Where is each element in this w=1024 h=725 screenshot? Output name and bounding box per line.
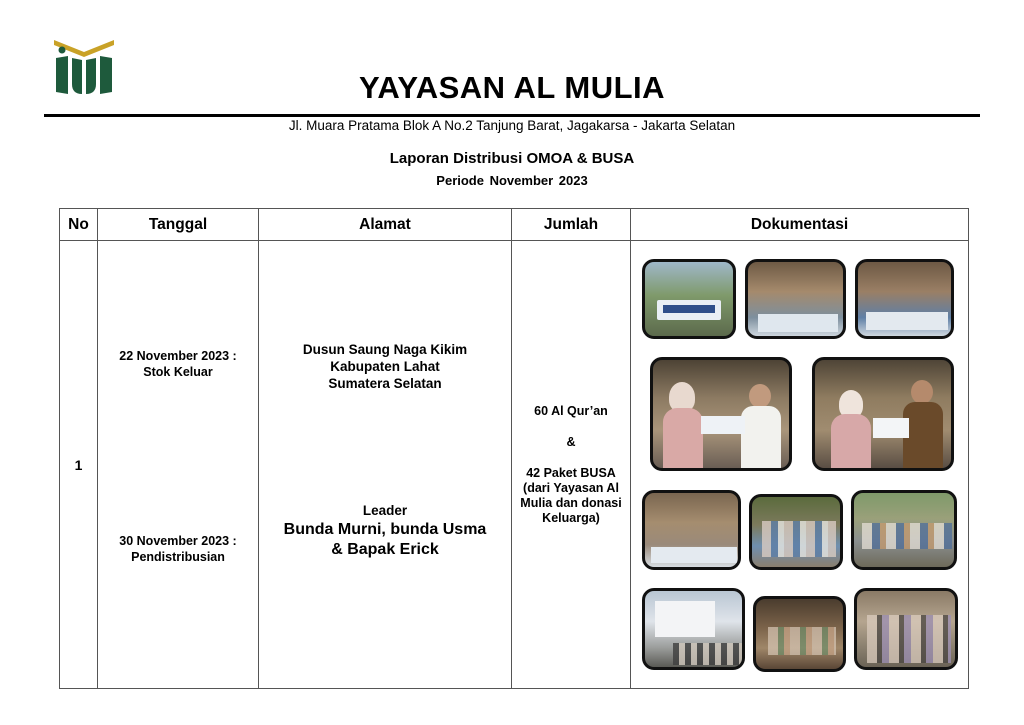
documentation-photo [812, 357, 954, 471]
leader-label: Leader [362, 503, 408, 518]
jumlah-note-3: Keluarga) [542, 511, 600, 525]
jumlah-ampersand: & [566, 435, 576, 449]
tanggal-status-1: Stok Keluar [143, 365, 213, 379]
tanggal-cell [98, 241, 259, 689]
jumlah-note-2: Mulia dan donasi [520, 496, 622, 510]
column-header-no: No [60, 209, 98, 241]
jumlah-item-2: 42 Paket BUSA [526, 466, 616, 480]
column-header-dokumentasi: Dokumentasi [631, 209, 969, 241]
documentation-photo [855, 259, 954, 339]
alamat-line-3: Sumatera Selatan [328, 376, 442, 391]
leader-names-line-1: Bunda Murni, bunda Usma [283, 521, 487, 538]
alamat-cell [259, 241, 512, 689]
table-row [60, 241, 969, 689]
header-divider [44, 114, 980, 117]
jumlah-cell [512, 241, 631, 689]
alamat-line-2: Kabupaten Lahat [330, 359, 440, 374]
documentation-photo [650, 357, 792, 471]
documentation-photo [642, 588, 745, 670]
table-header-row [60, 209, 969, 241]
documentation-photo [745, 259, 846, 339]
dokumentasi-cell [631, 241, 969, 689]
column-header-jumlah: Jumlah [512, 209, 631, 241]
jumlah-note-1: (dari Yayasan Al [523, 481, 619, 495]
documentation-photo [642, 259, 736, 339]
documentation-photo [851, 490, 957, 570]
alamat-line-1: Dusun Saung Naga Kikim [302, 342, 468, 357]
leader-names-line-2: & Bapak Erick [331, 541, 439, 558]
column-header-tanggal: Tanggal [98, 209, 259, 241]
documentation-photo [753, 596, 846, 672]
distribution-table [59, 208, 969, 689]
column-header-alamat: Alamat [259, 209, 512, 241]
report-period: Periode November 2023 [436, 173, 588, 188]
tanggal-date-2: 30 November 2023 : [119, 534, 237, 548]
documentation-photo [854, 588, 958, 670]
jumlah-item-1: 60 Al Qur’an [534, 404, 608, 418]
report-title: Laporan Distribusi OMOA & BUSA [389, 150, 635, 167]
tanggal-status-2: Pendistribusian [131, 550, 225, 564]
org-address: Jl. Muara Pratama Blok A No.2 Tanjung Barat, Jagakarsa - Jakarta Selatan [288, 118, 736, 133]
documentation-photo [642, 490, 741, 570]
org-title: YAYASAN AL MULIA [358, 70, 666, 105]
row-number: 1 [60, 241, 98, 689]
documentation-photo [749, 494, 843, 570]
tanggal-date-1: 22 November 2023 : [119, 349, 237, 363]
